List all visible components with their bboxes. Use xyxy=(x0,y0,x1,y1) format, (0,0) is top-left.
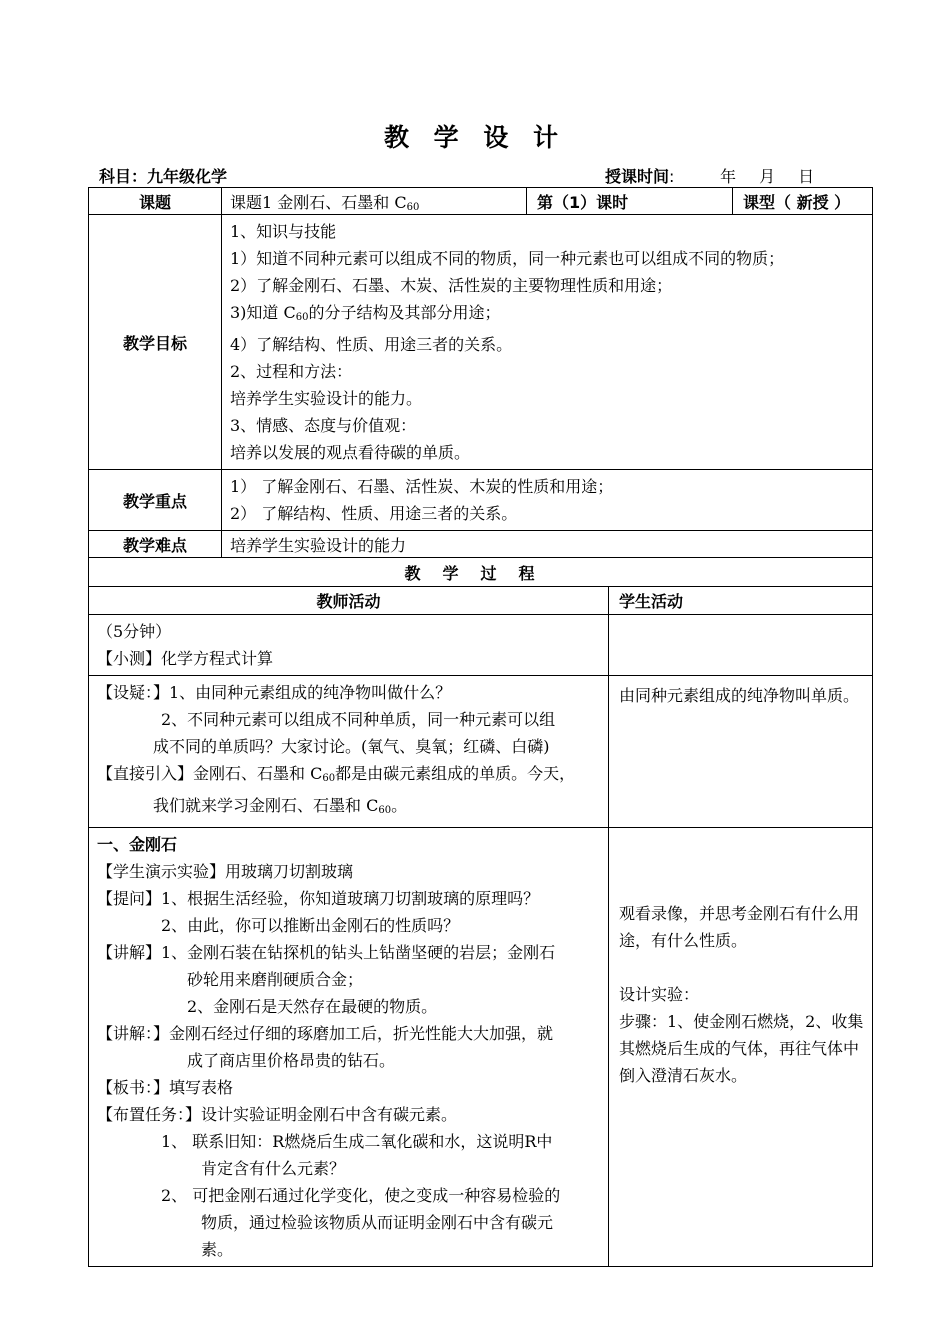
topic-value-text: 课题1 金刚石、石墨和 C xyxy=(230,192,407,212)
teacher-activity-header: 教师活动 xyxy=(89,587,609,615)
goal-line: 4）了解结构、性质、用途三者的关系。 xyxy=(230,335,513,354)
lesson-table xyxy=(88,187,873,1267)
student-line: 由同种元素组成的纯净物叫单质。 xyxy=(619,686,860,705)
goal-line: 培养学生实验设计的能力。 xyxy=(230,389,423,408)
topic-row xyxy=(89,188,873,215)
process-title: 教学过程 xyxy=(89,558,873,587)
goal-line: 3、情感、态度与价值观： xyxy=(230,416,417,435)
time-value: 年 月 日 xyxy=(720,167,815,186)
teacher-line: 【布置任务：】设计实验证明金刚石中含有碳元素。 xyxy=(97,1105,458,1124)
goals-row xyxy=(89,215,873,470)
goal-text: 3)知道 C xyxy=(230,303,296,322)
teacher-activity-cell xyxy=(89,615,609,676)
goal-text: 的分子结构及其部分用途； xyxy=(308,303,501,322)
teacher-line: 2、不同种元素可以组成不同种单质，同一种元素可以组 xyxy=(161,710,556,729)
activity-header-row xyxy=(89,587,873,615)
teacher-line: 成不同的单质吗？大家讨论。(氧气、臭氧；红磷、白磷) xyxy=(153,737,550,756)
time-label xyxy=(605,164,674,187)
teacher-text: 都是由碳元素组成的单质。今天， xyxy=(335,764,576,783)
teacher-line: 【小测】化学方程式计算 xyxy=(97,649,274,668)
teacher-line: 素。 xyxy=(201,1240,234,1259)
topic-label: 课题 xyxy=(89,188,222,215)
teacher-line xyxy=(97,760,608,792)
goal-line: 1）知道不同种元素可以组成不同的物质，同一种元素也可以组成不同的物质； xyxy=(230,249,785,268)
student-activity-header: 学生活动 xyxy=(609,587,873,615)
teacher-activity-cell xyxy=(89,828,609,1267)
teacher-line: 物质，通过检验该物质从而证明金刚石中含有碳元 xyxy=(201,1213,554,1232)
teacher-line: 肯定含有什么元素？ xyxy=(201,1159,346,1178)
teacher-line: 1、 联系旧知：R燃烧后生成二氧化碳和水，这说明R中 xyxy=(161,1132,553,1151)
goal-sub: 60 xyxy=(295,312,309,323)
key-points-row xyxy=(89,470,873,531)
subject-label: 科目：九年级化学 xyxy=(99,167,228,186)
student-activity-cell xyxy=(609,676,873,828)
topic-value xyxy=(222,188,527,215)
page-title: 教 学 设 计 xyxy=(383,123,567,152)
student-activity-cell xyxy=(609,828,873,1267)
time-label-text: 授课时间 xyxy=(605,167,670,186)
goals-label: 教学目标 xyxy=(89,215,222,470)
teacher-line: 砂轮用来磨削硬质合金； xyxy=(187,970,364,989)
teacher-line xyxy=(97,792,608,824)
teacher-text: 【直接引入】金刚石、石墨和 C xyxy=(97,764,323,783)
student-line: 步骤：1、使金刚石燃烧，2、收集其燃烧后生成的气体，再往气体中倒入澄清石灰水。 xyxy=(619,1012,864,1085)
student-line: 设计实验： xyxy=(619,985,700,1004)
goal-line xyxy=(230,299,872,331)
difficulty-value: 培养学生实验设计的能力 xyxy=(222,531,873,558)
student-line: 观看录像，并思考金刚石有什么用途，有什么性质。 xyxy=(619,904,860,950)
teacher-line: 【讲解】1、金刚石装在钻探机的钻头上钻凿坚硬的岩层；金刚石 xyxy=(97,943,556,962)
teacher-activity-cell xyxy=(89,676,609,828)
teacher-line: 【学生演示实验】用玻璃刀切割玻璃 xyxy=(97,862,354,881)
section-intro-row xyxy=(89,676,873,828)
teacher-sub: 60 xyxy=(322,773,336,784)
teacher-text: 我们就来学习金刚石、石墨和 C xyxy=(153,796,379,815)
goal-line: 2、过程和方法： xyxy=(230,362,353,381)
teacher-line: 【讲解：】金刚石经过仔细的琢磨加工后，折光性能大大加强，就 xyxy=(97,1024,554,1043)
teacher-text: 。 xyxy=(391,796,408,815)
teacher-line: 【提问】1、根据生活经验，你知道玻璃刀切割玻璃的原理吗？ xyxy=(97,889,540,908)
teacher-sub: 60 xyxy=(378,805,392,816)
section-diamond-row xyxy=(89,828,873,1267)
goal-line: 2）了解金刚石、石墨、木炭、活性炭的主要物理性质和用途； xyxy=(230,276,673,295)
goals-content xyxy=(222,215,873,470)
key-point-line: 2） 了解结构、性质、用途三者的关系。 xyxy=(230,504,518,523)
teacher-line: （5分钟） xyxy=(97,622,172,641)
key-point-line: 1） 了解金刚石、石墨、活性炭、木炭的性质和用途； xyxy=(230,477,614,496)
teacher-line: 2、由此，你可以推断出金刚石的性质吗？ xyxy=(161,916,460,935)
time-colon: : xyxy=(669,167,675,186)
difficulty-label: 教学难点 xyxy=(89,531,222,558)
difficulty-row xyxy=(89,531,873,558)
topic-value-sub: 60 xyxy=(406,201,420,213)
process-title-row xyxy=(89,558,873,587)
teacher-line: 成了商店里价格昂贵的钻石。 xyxy=(187,1051,396,1070)
teacher-line: 2、金刚石是天然存在最硬的物质。 xyxy=(187,997,438,1016)
goal-line: 培养以发展的观点看待碳的单质。 xyxy=(230,443,471,462)
student-activity-cell xyxy=(609,615,873,676)
key-points-content xyxy=(222,470,873,531)
teacher-line: 2、 可把金刚石通过化学变化，使之变成一种容易检验的 xyxy=(161,1186,561,1205)
teacher-line: 【设疑：】1、由同种元素组成的纯净物叫做什么？ xyxy=(97,683,452,702)
section-heading: 一、金刚石 xyxy=(97,835,178,854)
teacher-line: 【板书：】填写表格 xyxy=(97,1078,234,1097)
key-points-label: 教学重点 xyxy=(89,470,222,531)
period-cell: 第（1）课时 xyxy=(527,188,733,215)
lesson-type-cell: 课型（ 新授 ） xyxy=(733,188,873,215)
goal-line: 1、知识与技能 xyxy=(230,222,337,241)
section-quiz-row xyxy=(89,615,873,676)
